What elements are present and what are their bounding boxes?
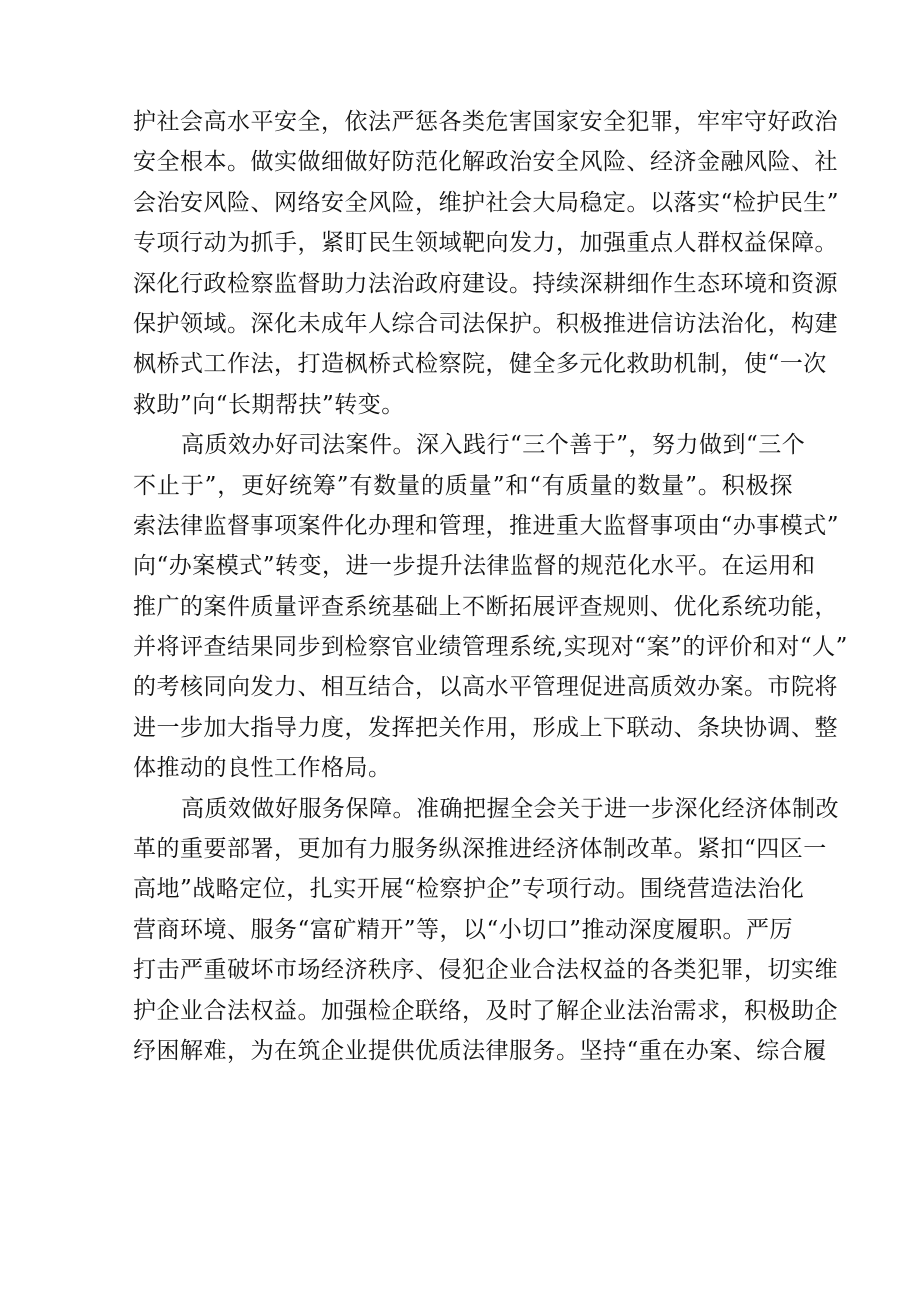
document-body [133,102,848,1071]
text-line: 推广的案件质量评查系统基础上不断拓展评查规则、优化系统功能， [133,593,838,620]
text-line: 保护领域。深化未成年人综合司法保护。积极推进信访法治化，构建 [133,310,838,337]
text-line: 安全根本。做实做细做好防范化解政治安全风险、经济金融风险、社 [133,149,838,176]
paragraph-first-line: 高质效办好司法案件。深入践行“三个善于”，努力做到“三个 [181,432,806,459]
text-line: 救助”向“长期帮扶”转变。 [133,391,405,418]
text-line: 深化行政检察监督助力法治政府建设。持续深耕细作生态环境和资源 [133,270,838,297]
text-line: 体推动的良性工作格局。 [133,755,392,782]
text-line: 打击严重破坏市场经济秩序、侵犯企业合法权益的各类犯罪，切实维 [133,957,838,984]
text-line: 向“办案模式”转变，进一步提升法律监督的规范化水平。在运用和 [133,553,816,580]
text-line: 护企业合法权益。加强检企联络，及时了解企业法治需求，积极助企 [133,997,838,1024]
text-line: 营商环境、服务“富矿精开”等，以“小切口”推动深度履职。严厉 [133,916,794,943]
text-line: 不止于”，更好统筹”有数量的质量”和“有质量的数量”。积极探 [133,472,793,499]
paragraph-first-line: 高质效做好服务保障。准确把握全会关于进一步深化经济体制改 [181,795,839,822]
text-line: 进一步加大指导力度，发挥把关作用，形成上下联动、条块协调、整 [133,714,838,741]
text-line: 护社会高水平安全，依法严惩各类危害国家安全犯罪，牢牢守好政治 [133,109,838,135]
text-line: 纾困解难，为在筑企业提供优质法律服务。坚持“重在办案、综合履 [133,1037,827,1064]
text-line: 革的重要部署，更加有力服务纵深推进经济体制改革。紧扣“四区一 [133,836,827,863]
text-line: 专项行动为抓手，紧盯民生领域靶向发力，加强重点人群权益保障。 [133,230,838,257]
text-line: 高地”战略定位，扎实开展“检察护企”专项行动。围绕营造法治化 [133,876,805,903]
text-line: 并将评查结果同步到检察官业绩管理系统,实现对“案”的评价和对“人” [133,634,848,661]
text-line: 的考核同向发力、相互结合，以高水平管理促进高质效办案。市院将 [133,674,838,701]
text-line: 索法律监督事项案件化办理和管理，推进重大监督事项由“办事模式” [133,512,840,539]
text-line: 枫桥式工作法，打造枫桥式检察院，健全多元化救助机制，使“一次 [133,351,827,378]
text-line: 会治安风险、网络安全风险，维护社会大局稳定。以落实“检护民生” [133,189,840,216]
